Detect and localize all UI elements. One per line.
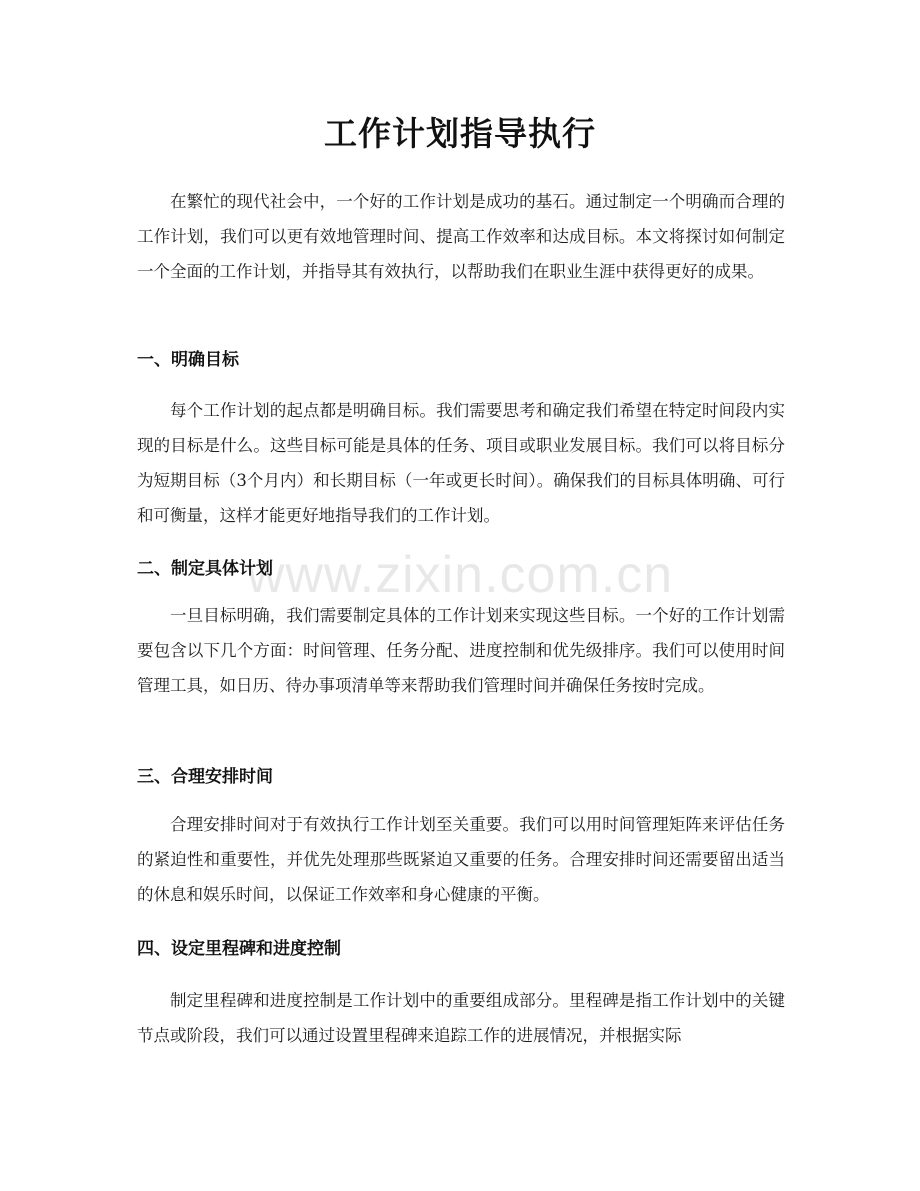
section-body-1: 每个工作计划的起点都是明确目标。我们需要思考和确定我们希望在特定时间段内实现的目标是什么。这些目标可能是具体的任务、项目或职业发展目标。我们可以将目标分为短期目标（3个月内）和长期目标（一年或更长时间）。确保我们的目标具体明确、可行和可衡量，这样才能更好地指导我们的工作计划。 bbox=[137, 401, 785, 525]
section-heading-3: 三、合理安排时间 bbox=[137, 767, 273, 787]
watermark: www.zixin.com.cn bbox=[246, 546, 674, 604]
section-heading-2: 二、制定具体计划 bbox=[137, 559, 273, 579]
document-title: 工作计划指导执行 bbox=[324, 114, 596, 153]
section-body-3: 合理安排时间对于有效执行工作计划至关重要。我们可以用时间管理矩阵来评估任务的紧迫性和重要性，并优先处理那些既紧迫又重要的任务。合理安排时间还需要留出适当的休息和娱乐时间，以保证工作效率和身心健康的平衡。 bbox=[137, 815, 785, 904]
section-body-4: 制定里程碑和进度控制是工作计划中的重要组成部分。里程碑是指工作计划中的关键节点或阶段，我们可以通过设置里程碑来追踪工作的进展情况，并根据实际 bbox=[137, 991, 785, 1045]
section-body-2: 一旦目标明确，我们需要制定具体的工作计划来实现这些目标。一个好的工作计划需要包含以下几个方面：时间管理、任务分配、进度控制和优先级排序。我们可以使用时间管理工具，如日历、待办事项清单等来帮助我们管理时间并确保任务按时完成。 bbox=[137, 606, 785, 695]
intro-paragraph: 在繁忙的现代社会中，一个好的工作计划是成功的基石。通过制定一个明确而合理的工作计划，我们可以更有效地管理时间、提高工作效率和达成目标。本文将探讨如何制定一个全面的工作计划，并指导其有效执行，以帮助我们在职业生涯中获得更好的成果。 bbox=[137, 192, 785, 281]
section-heading-1: 一、明确目标 bbox=[137, 350, 239, 370]
section-heading-4: 四、设定里程碑和进度控制 bbox=[137, 939, 341, 959]
